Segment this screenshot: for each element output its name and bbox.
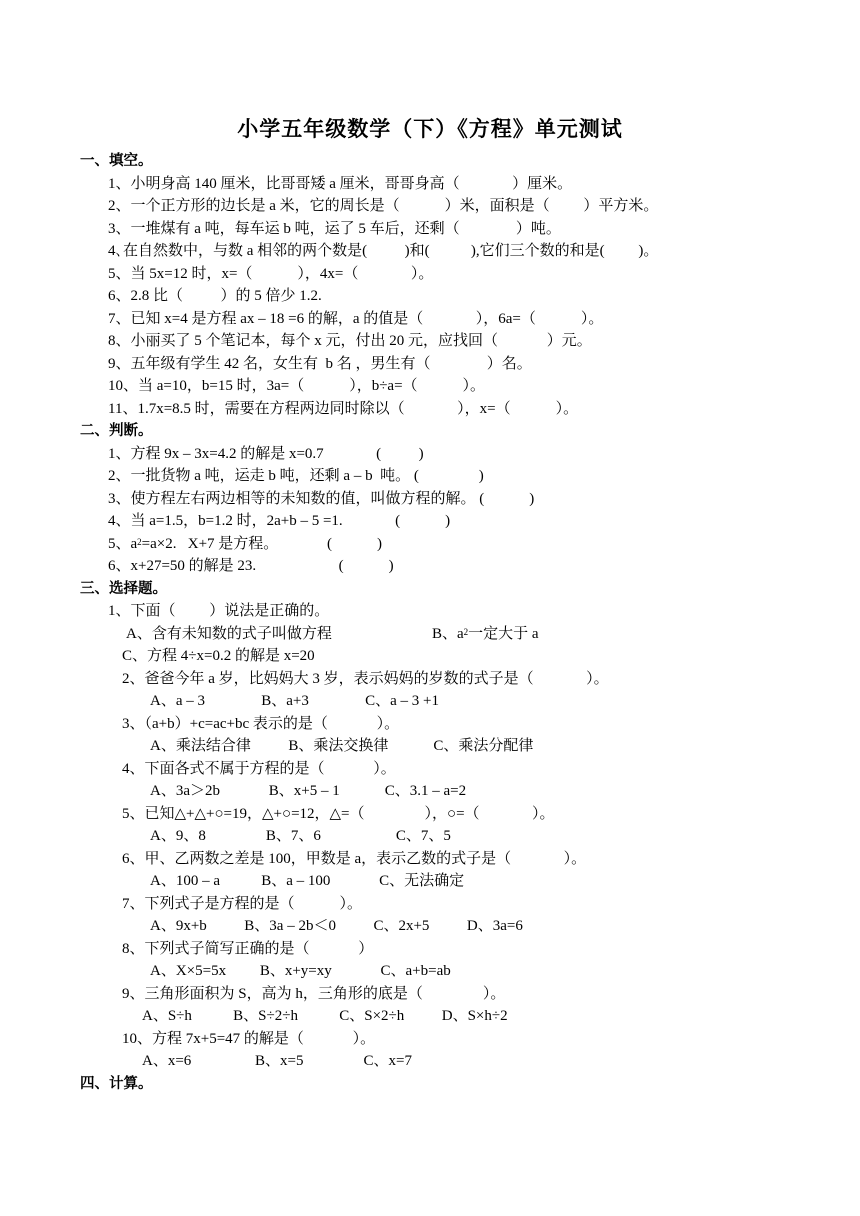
choice-option: B、$a^2$一定大于 a <box>432 626 539 642</box>
fill-question: 1、小明身高 140 厘米，比哥哥矮 a 厘米，哥哥身高（ ）厘米。 <box>108 176 573 192</box>
choice-options: A、S÷h B、S÷2÷h C、S×2÷h D、S×h÷2 <box>142 1008 508 1024</box>
choice-question: 1、下面（ ）说法是正确的。 <box>108 603 330 619</box>
judge-question: 2、一批货物 a 吨，运走 b 吨，还剩 a – b 吨。 ( ) <box>108 468 484 484</box>
section-heading-fill: 一、填空。 <box>80 153 153 169</box>
choice-question: 3、（a+b）+c=ac+bc 表示的是（ ）。 <box>122 716 400 732</box>
judge-question: 5、$a^2=a\times 2$. X+7 是方程。 ( ) <box>108 536 383 552</box>
fill-question: 6、2.8 比（ ）的 5 倍少 1.2. <box>108 288 322 304</box>
choice-option: A、含有未知数的式子叫做方程 <box>126 626 332 642</box>
fill-question: 4､在自然数中，与数 a 相邻的两个数是( )和( ),它们三个数的和是( )。 <box>108 243 659 259</box>
fill-question: 9、五年级有学生 42 名，女生有 b 名 ，男生有（ ）名。 <box>108 356 532 372</box>
choice-options: A、100 – a B、a – 100 C、无法确定 <box>150 873 465 889</box>
choice-options: A、X×5=5x B、x+y=xy C、a+b=ab <box>150 963 451 979</box>
section-heading-calc: 四、计算。 <box>80 1076 153 1092</box>
choice-options: A、9、8 B、7、6 C、7、5 <box>150 828 451 844</box>
choice-options: A、3a＞2b B、x+5 – 1 C、3.1 – a=2 <box>150 783 467 799</box>
page-title: 小学五年级数学（下）《方程》单元测试 <box>237 117 623 141</box>
fill-question: 3、一堆煤有 a 吨，每车运 b 吨，运了 5 车后，还剩（ ）吨。 <box>108 221 561 237</box>
choice-options: A、9x+b B、3a – 2b＜0 C、2x+5 D、3a=6 <box>150 918 523 934</box>
judge-question: 6、x+27=50 的解是 23. ( ) <box>108 558 394 574</box>
choice-question: 2、爸爸今年 a 岁，比妈妈大 3 岁，表示妈妈的岁数的式子是（ ）。 <box>122 671 609 687</box>
choice-options: A、a – 3 B、a+3 C、a – 3 +1 <box>150 693 439 709</box>
fill-question: 8、小丽买了 5 个笔记本，每个 x 元，付出 20 元，应找回（ ）元。 <box>108 333 592 349</box>
fill-question: 11、1.7x=8.5 时，需要在方程两边同时除以（ ），x=（ ）。 <box>108 401 579 417</box>
choice-question: 7、下列式子是方程的是（ ）。 <box>122 896 363 912</box>
choice-options: A、乘法结合律 B、乘法交换律 C、乘法分配律 <box>150 738 534 754</box>
fill-question: 5、当 5x=12 时，x=（ ），4x=（ ）。 <box>108 266 434 282</box>
choice-question: 5、已知△+△+○=19，△+○=12，△=（ ），○=（ ）。 <box>122 806 555 822</box>
judge-question: 1、方程 9x – 3x=4.2 的解是 x=0.7 ( ) <box>108 446 424 462</box>
choice-question: 6、甲、乙两数之差是 100，甲数是 a，表示乙数的式子是（ ）。 <box>122 851 587 867</box>
fill-question: 7、已知 x=4 是方程 ax – 18 =6 的解，a 的值是（ ），6a=（ ）。 <box>108 311 604 327</box>
choice-question: 9、三角形面积为 S，高为 h，三角形的底是（ ）。 <box>122 986 506 1002</box>
section-heading-choice: 三、选择题。 <box>80 581 167 597</box>
choice-question: 8、下列式子简写正确的是（ ） <box>122 941 374 957</box>
judge-question: 3、使方程左右两边相等的未知数的值，叫做方程的解。 ( ) <box>108 491 535 507</box>
choice-question: 10、方程 7x+5=47 的解是（ ）。 <box>122 1031 376 1047</box>
choice-question: 4、下面各式不属于方程的是（ ）。 <box>122 761 396 777</box>
choice-options: A、x=6 B、x=5 C、x=7 <box>142 1053 412 1069</box>
judge-question: 4、当 a=1.5，b=1.2 时，2a+b – 5 =1. ( ) <box>108 513 451 529</box>
fill-question: 2、一个正方形的边长是 a 米，它的周长是（ ）米，面积是（ ）平方米。 <box>108 198 659 214</box>
section-heading-judge: 二、判断。 <box>80 423 153 439</box>
choice-option: C、方程 4÷x=0.2 的解是 x=20 <box>122 648 315 664</box>
fill-question: 10、当 a=10，b=15 时，3a=（ ），b÷a=（ ）。 <box>108 378 486 394</box>
